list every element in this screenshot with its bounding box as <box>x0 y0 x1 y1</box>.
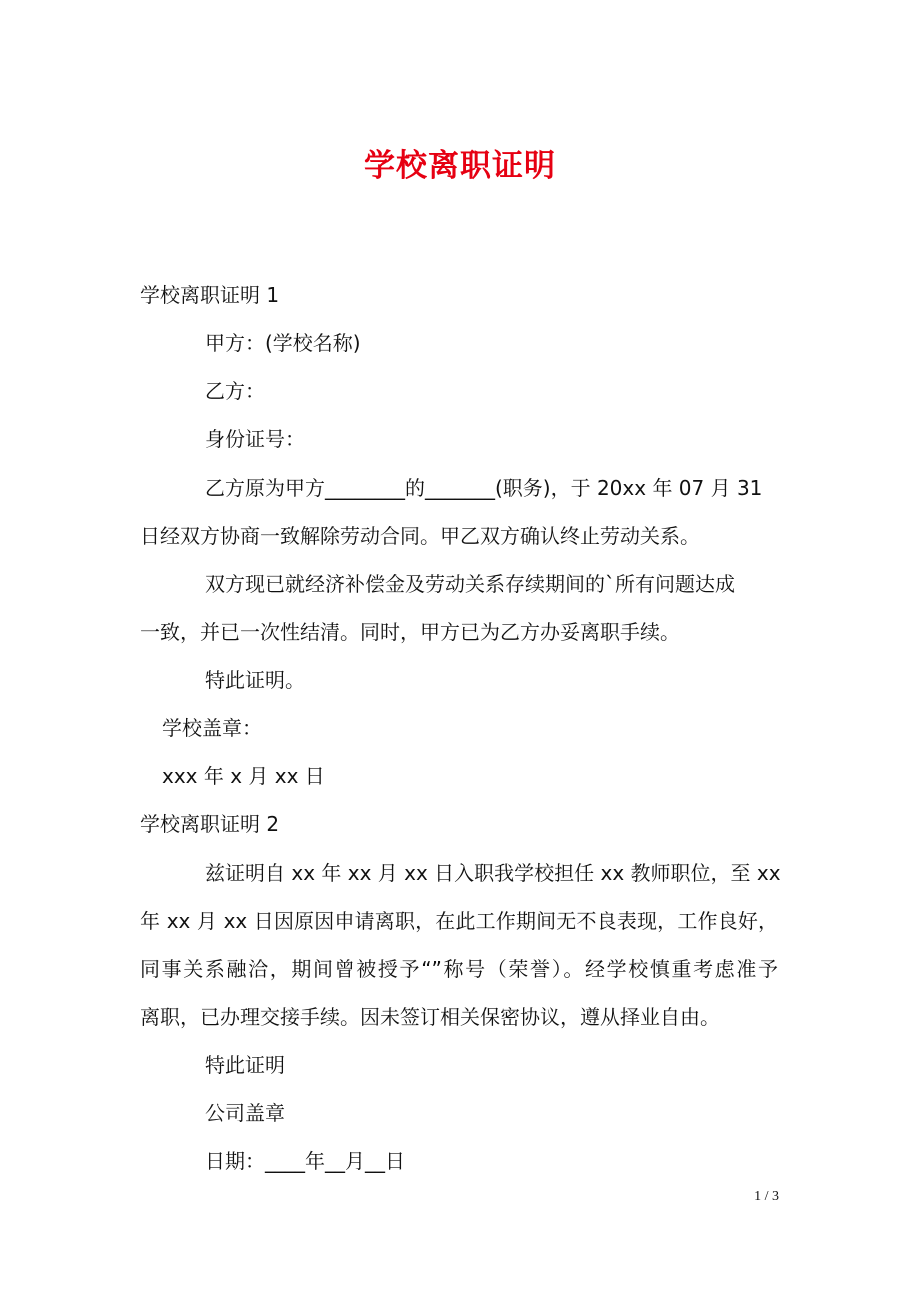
id-number-line: 身份证号： <box>205 427 305 451</box>
paragraph-line: 兹证明自 xx 年 xx 月 xx 日入职我学校担任 xx 教师职位，至 xx <box>205 861 781 885</box>
school-seal-line: 学校盖章： <box>162 716 262 740</box>
section-2-heading: 学校离职证明 2 <box>140 812 280 836</box>
paragraph-line: 同事关系融洽，期间曾被授予“”称号（荣誉）。经学校慎重考虑准予 <box>140 957 778 981</box>
paragraph-line: 年 xx 月 xx 日因原因申请离职，在此工作期间无不良表现，工作良好， <box>140 909 778 933</box>
paragraph-line: 乙方原为甲方________的_______(职务)，于 20xx 年 07 月 31 <box>205 476 763 500</box>
paragraph-line: 日经双方协商一致解除劳动合同。甲乙双方确认终止劳动关系。 <box>140 524 700 548</box>
party-b-line: 乙方： <box>205 379 265 403</box>
party-a-line: 甲方：(学校名称) <box>205 331 361 355</box>
date-line: 日期：____年__月__日 <box>205 1149 405 1173</box>
section-1-heading: 学校离职证明 1 <box>140 283 280 307</box>
page-number: 1 / 3 <box>754 1189 779 1204</box>
paragraph-line: 离职，已办理交接手续。因未签订相关保密协议，遵从择业自由。 <box>140 1005 720 1029</box>
paragraph-line: 一致，并已一次性结清。同时，甲方已为乙方办妥离职手续。 <box>140 620 680 644</box>
hereby-certify-line: 特此证明。 <box>205 668 305 692</box>
paragraph-line: 双方现已就经济补偿金及劳动关系存续期间的`所有问题达成 <box>205 572 735 596</box>
company-seal-line: 公司盖章 <box>205 1101 285 1125</box>
hereby-certify-line: 特此证明 <box>205 1053 285 1077</box>
date-line: xxx 年 x 月 xx 日 <box>162 764 325 788</box>
page-title: 学校离职证明 <box>364 148 556 184</box>
